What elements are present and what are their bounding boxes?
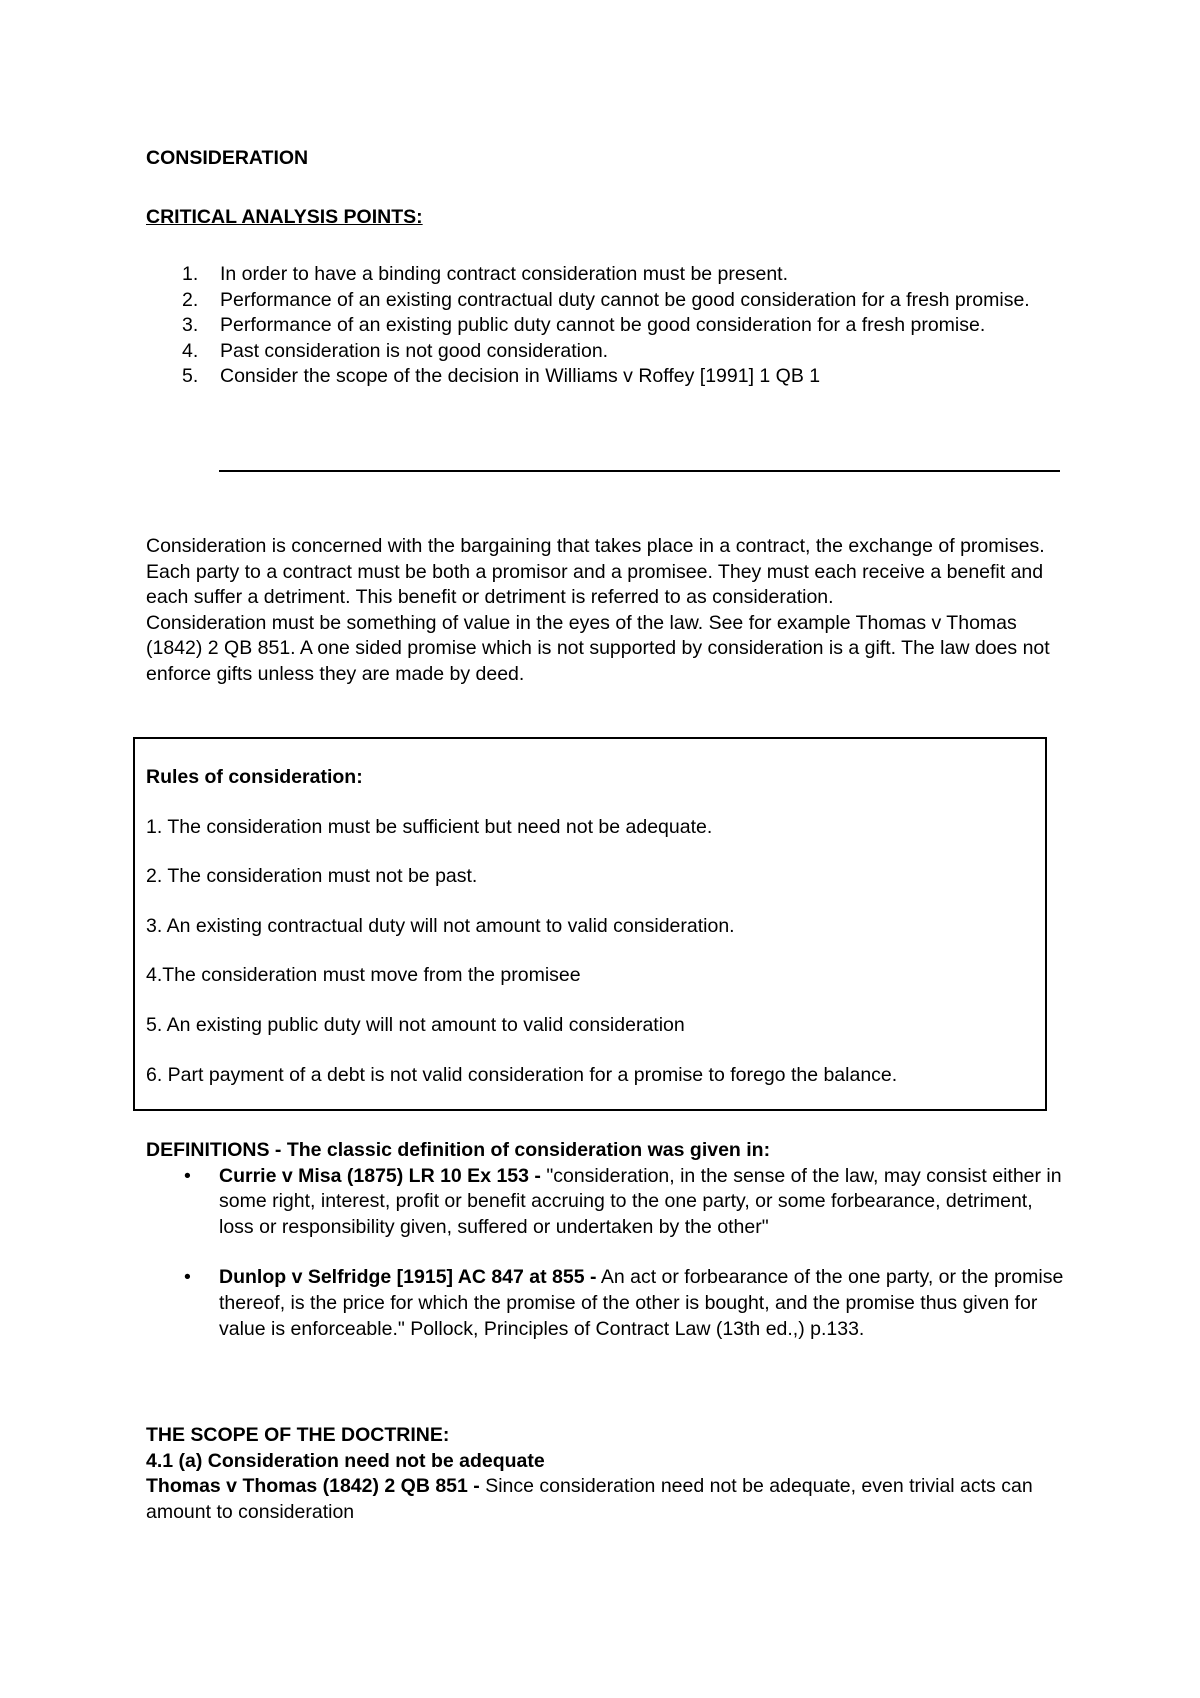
intro-paragraph-1: Consideration is concerned with the bargaining that takes place in a contract, the exchange of promises. Each party to a contract must be both a promisor and a promisee. They must each receive a benefit and each suffer a detriment. This benefit or detriment is referred to as consideration. [146, 535, 1045, 609]
bullet-icon: • [184, 1164, 191, 1187]
definitions-list [146, 1164, 1066, 1343]
scope-section [146, 1423, 1066, 1525]
list-number: 4. [182, 339, 199, 362]
bullet-icon: • [184, 1266, 191, 1289]
list-item [146, 1164, 1066, 1241]
definitions-heading: DEFINITIONS - The classic definition of consideration was given in: [146, 1139, 771, 1161]
rule-item: 2. The consideration must not be past. [146, 865, 478, 888]
critical-analysis-heading: CRITICAL ANALYSIS POINTS: [146, 206, 423, 228]
list-item [146, 364, 1066, 390]
critical-points-list [146, 262, 1066, 390]
case-name: Thomas v Thomas (1842) 2 QB 851 - [146, 1475, 480, 1498]
list-number: 5. [182, 365, 199, 388]
list-item-text: Consider the scope of the decision in Williams v Roffey [1991] 1 QB 1 [220, 365, 821, 388]
scope-subheading: 4.1 (a) Consideration need not be adequate [146, 1449, 545, 1472]
rule-item: 3. An existing contractual duty will not amount to valid consideration. [146, 914, 735, 937]
rules-box [133, 737, 1047, 1111]
definitions-section [146, 1138, 1066, 1367]
intro-paragraph-2: Consideration must be something of value in the eyes of the law. See for example Thomas v Thomas (1842) 2 QB 851. A one sided promise which is not supported by consideration is a gift. The law does not enforce gifts unless they are made by deed. [146, 611, 1050, 685]
scope-heading: THE SCOPE OF THE DOCTRINE: [146, 1424, 450, 1446]
scope-case [146, 1474, 1066, 1525]
case-name: Dunlop v Selfridge [1915] AC 847 at 855 - [219, 1266, 597, 1289]
case-text: "consideration, in the sense of the law, may consist either in some right, interest, profit or benefit accruing to the one party, or some forbearance, detriment, loss or responsibility given, suffered or undertaken by the other" [219, 1164, 1062, 1238]
list-item [146, 262, 1066, 288]
rule-item: 6. Part payment of a debt is not valid consideration for a promise to forego the balance. [146, 1063, 898, 1086]
list-item-text: Past consideration is not good consideration. [220, 339, 609, 362]
list-item-text: In order to have a binding contract consideration must be present. [220, 263, 789, 285]
list-number: 2. [182, 288, 199, 311]
rule-item: 4.The consideration must move from the promisee [146, 964, 581, 987]
rules-heading: Rules of consideration: [146, 766, 363, 788]
rule-item: 5. An existing public duty will not amount to valid consideration [146, 1013, 685, 1036]
list-item [146, 339, 1066, 365]
list-item [146, 313, 1066, 339]
list-number: 3. [182, 314, 199, 337]
document-title: CONSIDERATION [146, 147, 309, 169]
list-number: 1. [182, 263, 199, 285]
rule-item: 1. The consideration must be sufficient but need not be adequate. [146, 815, 713, 838]
case-text: An act or forbearance of the one party, or the promise thereof, is the price for which the promise of the other is bought, and the promise thus given for value is enforceable." Pollock, Principles of Contract Law (13th ed.,) p.133. [219, 1266, 1064, 1340]
case-name: Currie v Misa (1875) LR 10 Ex 153 - [219, 1164, 541, 1187]
list-item-text: Performance of an existing contractual duty cannot be good consideration for a fresh promise. [220, 288, 1030, 311]
list-item [146, 1265, 1066, 1342]
case-text: Since consideration need not be adequate, even trivial acts can amount to consideration [146, 1475, 1033, 1523]
horizontal-divider [219, 470, 1060, 472]
list-item [146, 288, 1066, 314]
intro-section [146, 534, 1066, 688]
list-item-text: Performance of an existing public duty cannot be good consideration for a fresh promise. [220, 314, 986, 337]
